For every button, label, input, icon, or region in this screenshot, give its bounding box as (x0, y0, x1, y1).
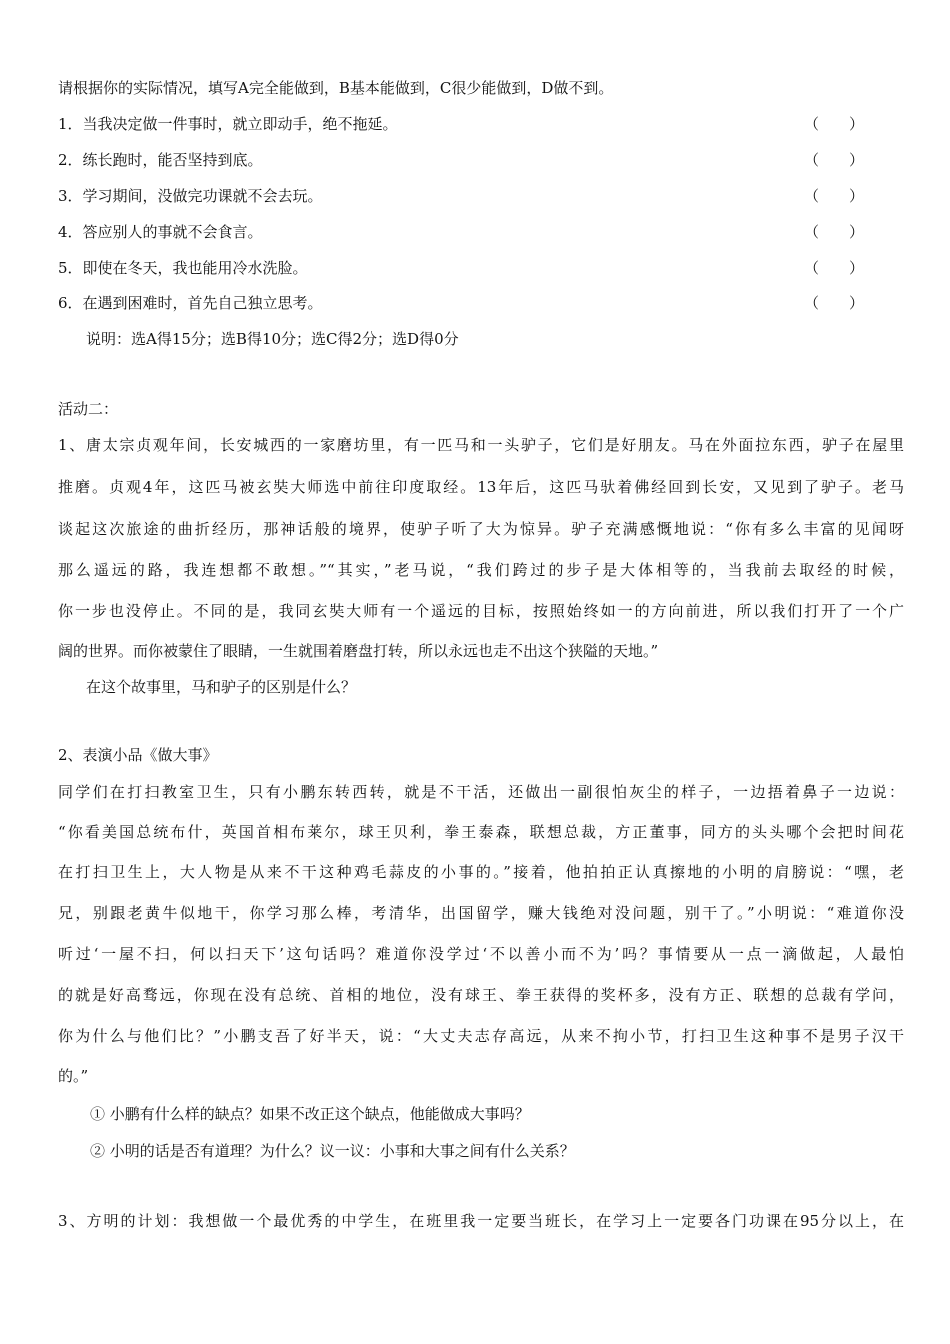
survey-instructions: 请根据你的实际情况，填写A完全能做到，B基本能做到，C很少能做到，D做不到。 (58, 79, 614, 97)
answer-blank: （ ） (804, 187, 865, 205)
survey-item-text: 6．在遇到困难时，首先自己独立思考。 (58, 294, 323, 312)
survey-item (58, 186, 865, 206)
survey-item-text: 5．即使在冬天，我也能用冷水洗脸。 (58, 259, 308, 277)
story-line: 在打扫卫生上，大人物是从来不干这种鸡毛蒜皮的小事的。”接着，他拍拍正认真擦地的小明的肩膀说：“嘿，老 (58, 863, 904, 881)
survey-item (58, 114, 865, 134)
discussion-question-1: ① 小鹏有什么样的缺点？如果不改正这个缺点，他能做成大事吗？ (90, 1105, 530, 1123)
survey-item (58, 222, 865, 242)
section-heading: 2、表演小品《做大事》 (58, 746, 218, 764)
story-line: 1、唐太宗贞观年间，长安城西的一家磨坊里，有一匹马和一头驴子，它们是好朋友。马在外面拉东西，驴子在屋里 (58, 436, 904, 454)
story-line: 3、方明的计划：我想做一个最优秀的中学生，在班里我一定要当班长，在学习上一定要各门功课在95分以上，在 (58, 1212, 904, 1230)
story-line: 的。” (58, 1067, 89, 1085)
scoring-note: 说明：选A得15分；选B得10分；选C得2分；选D得0分 (86, 330, 459, 348)
story-line: 的就是好高骛远，你现在没有总统、首相的地位，没有球王、拳王获得的奖杯多，没有方正、联想的总裁有学问， (58, 986, 904, 1004)
survey-item-text: 1．当我决定做一件事时，就立即动手，绝不拖延。 (58, 115, 398, 133)
survey-item-text: 4．答应别人的事就不会食言。 (58, 223, 263, 241)
story-line: 谈起这次旅途的曲折经历，那神话般的境界，使驴子听了大为惊异。驴子充满感慨地说：“你有多么丰富的见闻呀 (58, 520, 904, 538)
story-line: 阔的世界。而你被蒙住了眼睛，一生就围着磨盘打转，所以永远也走不出这个狭隘的天地。” (58, 642, 659, 660)
answer-blank: （ ） (804, 223, 865, 241)
survey-item (58, 293, 865, 313)
story-line: 你一步也没停止。不同的是，我同玄奘大师有一个遥远的目标，按照始终如一的方向前进，所以我们打开了一个广 (58, 602, 904, 620)
story-line: 你为什么与他们比？”小鹏支吾了好半天，说：“大丈夫志存高远，从来不拘小节，打扫卫生这种事不是男子汉干 (58, 1027, 904, 1045)
answer-blank: （ ） (804, 259, 865, 277)
story-line: 同学们在打扫教室卫生，只有小鹏东转西转，就是不干活，还做出一副很怕灰尘的样子，一边捂着鼻子一边说： (58, 783, 904, 801)
story-line: 推磨。贞观4年，这匹马被玄奘大师选中前往印度取经。13年后，这匹马驮着佛经回到长安，又见到了驴子。老马 (58, 478, 904, 496)
discussion-question-2: ② 小明的话是否有道理？为什么？议一议：小事和大事之间有什么关系？ (90, 1142, 575, 1160)
story-question: 在这个故事里，马和驴子的区别是什么？ (86, 678, 357, 696)
section-heading: 活动二： (58, 400, 119, 418)
survey-item-text: 3．学习期间，没做完功课就不会去玩。 (58, 187, 323, 205)
answer-blank: （ ） (804, 294, 865, 312)
answer-blank: （ ） (804, 151, 865, 169)
story-line: “你看美国总统布什，英国首相布莱尔，球王贝利，拳王泰森，联想总裁，方正董事，同方的头头哪个会把时间花 (58, 823, 904, 841)
story-line: 那么遥远的路，我连想都不敢想。”“其实，”老马说，“我们跨过的步子是大体相等的，当我前去取经的时候， (58, 561, 904, 579)
survey-item (58, 258, 865, 278)
story-line: 听过‘一屋不扫，何以扫天下’这句话吗？难道你没学过‘不以善小而不为’吗？事情要从一点一滴做起，人最怕 (58, 945, 904, 963)
story-line: 兄，别跟老黄牛似地干，你学习那么棒，考清华，出国留学，赚大钱绝对没问题，别干了。”小明说：“难道你没 (58, 904, 904, 922)
survey-item (58, 150, 865, 170)
answer-blank: （ ） (804, 115, 865, 133)
survey-item-text: 2．练长跑时，能否坚持到底。 (58, 151, 263, 169)
